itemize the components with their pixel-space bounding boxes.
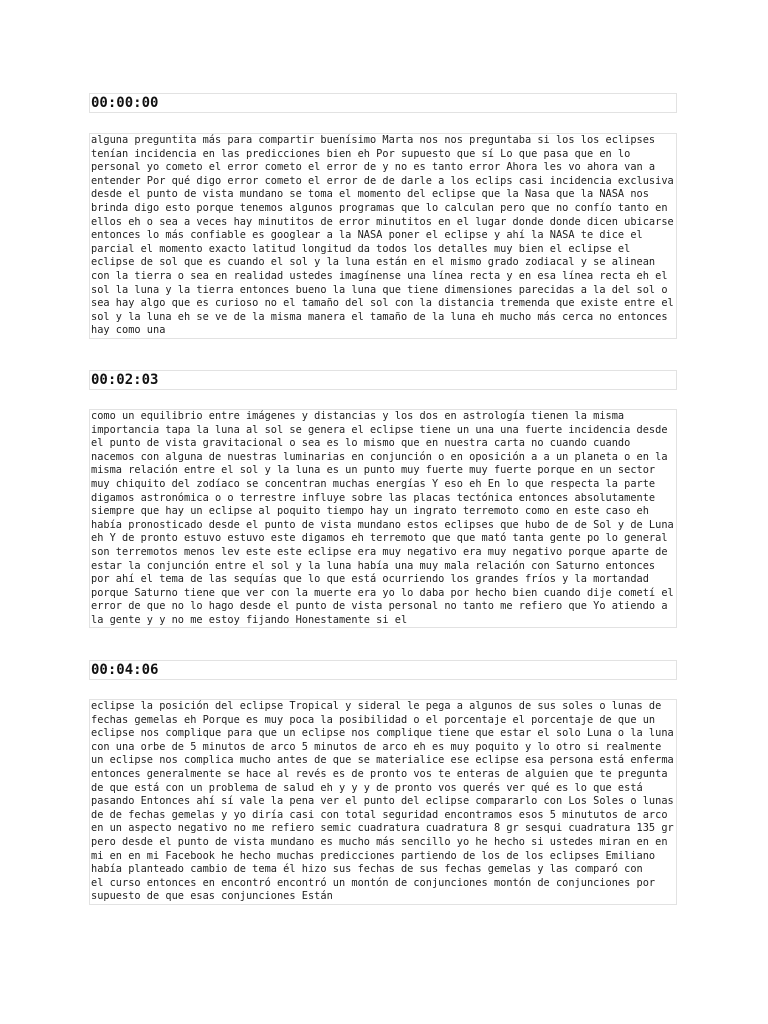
transcript-text: como un equilibrio entre imágenes y distancias y los dos en astrología tienen la misma importancia tapa la luna al sol se genera el eclipse tiene un una una fuerte incidencia desde el punto de vista gravitacional o sea es lo mismo que en nuestra carta no cuando cuando nacemos con alguna de nuestras luminarias en conjunción o en oposición a a un planeta o en la misma relación entre el sol y la luna es un punto muy fuerte muy fuerte porque en un sector muy chiquito del zodíaco se concentran muchas energías Y eso eh En lo que respecta la parte digamos astronómica o o terrestre influye sobre las placas tectónica entonces absolutamente siempre que hay un eclipse al poquito tiempo hay un ingrato terremoto como en este caso eh había pronosticado desde el punto de vista mundano estos eclipses que hubo de de Sol y de Luna eh Y de pronto estuvo estuvo este digamos eh terremoto que que mató tanta gente po lo general son terremotos menos lev este este eclipse era muy negativo era muy negativo porque aparte de estar la conjunción entre el sol y la luna había una muy mala relación con Saturno entonces por ahí el tema de las sequías que lo que está ocurriendo los grandes fríos y la mortandad porque Saturno tiene que ver con la muerte era yo lo daba por hecho bien cuando dije cometí el error de que no lo hago desde el punto de vista personal no tanto me refiero que Yo atiendo a la gente y y no me estoy fijando Honestamente si el [91,410,674,626]
transcript-block-2 [89,409,677,628]
timestamp-header-1 [89,93,677,113]
timestamp-header-2 [89,370,677,390]
timestamp-header-3 [89,660,677,680]
timestamp-label: 00:02:03 [91,372,159,388]
transcript-text: alguna preguntita más para compartir buenísimo Marta nos nos preguntaba si los los eclipses tenían incidencia en las predicciones bien eh Por supuesto que sí Lo que pasa que en lo personal yo cometo el error cometo el error de y no es tanto error Ahora les vo ahora van a entender Por qué digo error cometo el error de de darle a los eclips casi incidencia exclusiva desde el punto de vista mundano se toma el momento del eclipse que la Nasa que la NASA nos brinda digo esto porque tenemos algunos programas que lo calculan pero que no confío tanto en ellos eh o sea a veces hay minutitos de error minutitos en el lugar donde donde dicen ubicarse entonces lo más confiable es googlear a la NASA poner el eclipse y ahí la NASA te dice el parcial el momento exacto latitud longitud da todos los detalles muy bien el eclipse el eclipse de sol que es cuando el sol y la luna están en el mismo grado zodiacal y se alinean con la tierra o sea en realidad ustedes imagínense una línea recta y en esa línea recta eh el sol la luna y la tierra entonces bueno la luna que tiene dimensiones parecidas a la del sol o sea hay algo que es curioso no el tamaño del sol con la distancia tremenda que existe entre el sol y la luna eh se ve de la misma manera el tamaño de la luna eh mucho más cerca no entonces hay como una [91,134,674,337]
transcript-block-1 [89,133,677,339]
transcript-block-3 [89,699,677,905]
timestamp-label: 00:04:06 [91,662,159,678]
timestamp-label: 00:00:00 [91,95,159,111]
transcript-text: eclipse la posición del eclipse Tropical y sideral le pega a algunos de sus soles o lunas de fechas gemelas eh Porque es muy poca la posibilidad o el porcentaje el porcentaje de que un eclipse nos complique para que un eclipse nos complique tiene que estar el solo Luna o la luna con una orbe de 5 minutos de arco 5 minutos de arco eh es muy poquito y lo otro si realmente un eclipse nos complica mucho antes de que se materialice ese eclipse esa persona está enferma entonces generalmente se hace al revés es de pronto vos te enteras de alguien que te pregunta de que está con un problema de salud eh y y y de pronto vos querés ver qué es lo que está pasando Entonces ahí sí vale la pena ver el punto del eclipse compararlo con Los Soles o lunas de de fechas gemelas y yo diría casi con total seguridad encontramos esos 5 minututos de arco en un aspecto negativo no me refiero semic cuadratura cuadratura 8 gr sesqui cuadratura 135 gr pero desde el punto de vista mundano es mucho más sencillo yo he hecho si ustedes miran en en mi en en mi Facebook he hecho muchas predicciones partiendo de los de los eclipses Emiliano había planteado cambio de tema él hizo sus fechas de sus fechas gemelas y las comparó con el curso entonces en encontró encontró un montón de conjunciones montón de conjunciones por supuesto de que esas conjunciones Están [91,700,674,903]
